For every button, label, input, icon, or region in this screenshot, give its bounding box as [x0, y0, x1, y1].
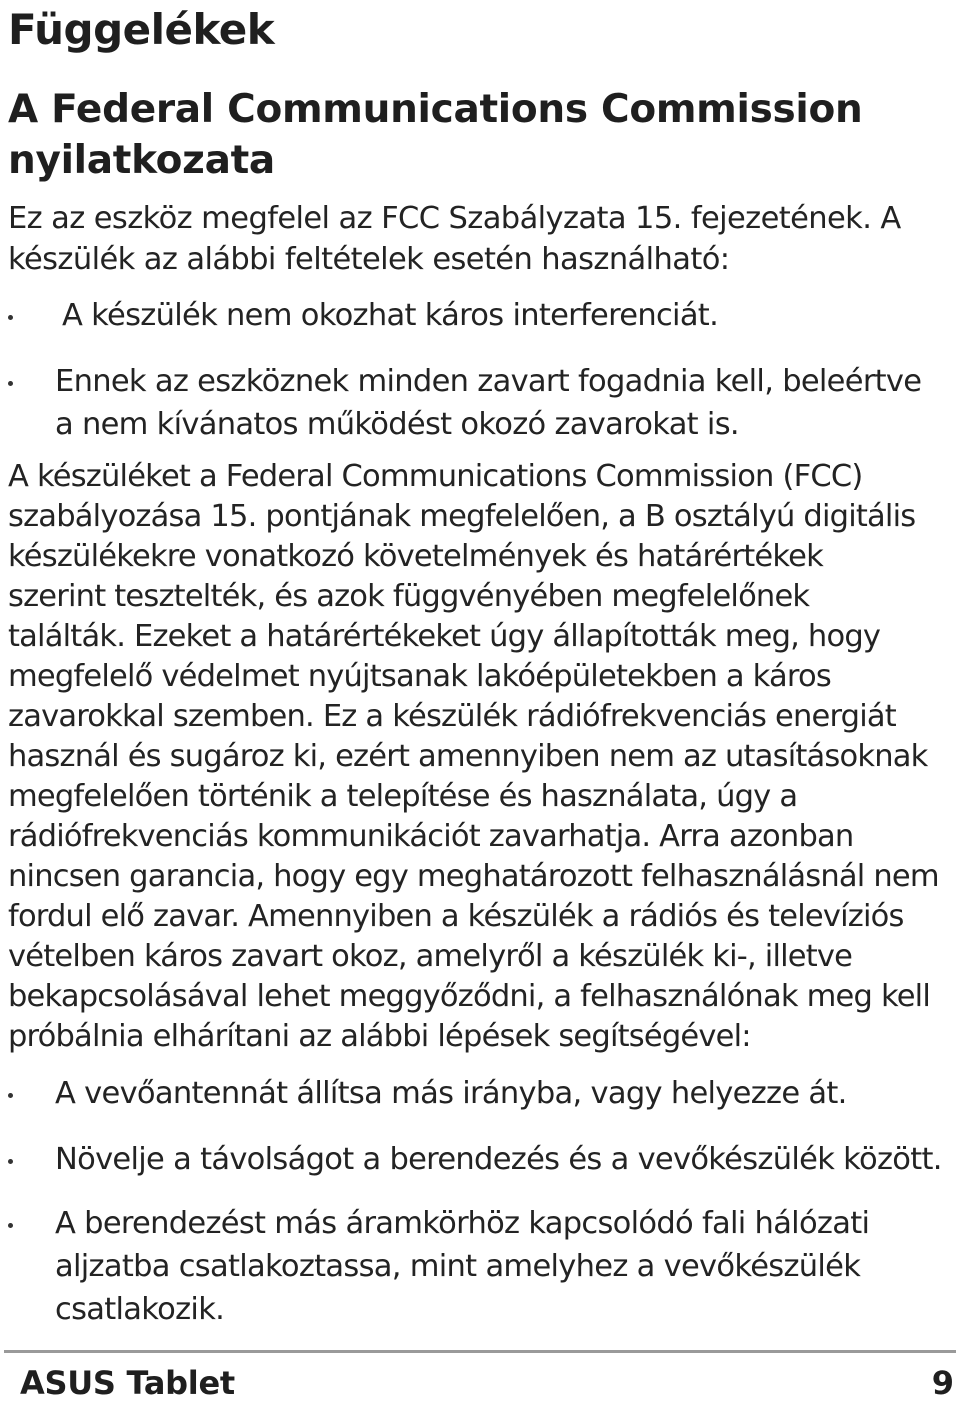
step-line: csatlakozik.: [55, 1292, 225, 1327]
body-line: bekapcsolásával lehet meggyőződni, a felhasználónak meg kell: [8, 979, 931, 1014]
body-line: nincsen garancia, hogy egy meghatározott felhasználásnál nem: [8, 859, 939, 894]
body-line: szabályozása 15. pontjának megfelelően, a B osztályú digitális: [8, 499, 916, 534]
condition-line: Ennek az eszköznek minden zavart fogadnia kell, beleértve: [55, 364, 922, 399]
condition-text: [62, 294, 718, 337]
section-heading: [8, 84, 862, 186]
step-text: [55, 1202, 869, 1331]
body-line: fordul elő zavar. Amennyiben a készülék a rádiós és televíziós: [8, 899, 904, 934]
intro-line: készülék az alábbi feltételek esetén használható:: [8, 242, 730, 277]
bullet-icon: [8, 1093, 13, 1098]
body-line: rádiófrekvenciás kommunikációt zavarhatja. Arra azonban: [8, 819, 854, 854]
page-title: Függelékek: [8, 5, 275, 54]
body-line: próbálnia elhárítani az alábbi lépések segítségével:: [8, 1019, 751, 1054]
bullet-icon: [8, 1223, 13, 1228]
step-text: [55, 1072, 847, 1115]
bullet-icon: [8, 381, 13, 386]
bullet-icon: [8, 315, 13, 320]
section-heading-line: A Federal Communications Commission: [8, 87, 863, 132]
step-text: [55, 1138, 942, 1181]
condition-text: [55, 360, 921, 446]
section-heading-line: nyilatkozata: [8, 138, 275, 183]
footer-divider: [4, 1350, 956, 1353]
step-line: aljzatba csatlakoztassa, mint amelyhez a vevőkészülék: [55, 1249, 861, 1284]
intro-line: Ez az eszköz megfelel az FCC Szabályzata 15. fejezetének. A: [8, 201, 901, 236]
bullet-icon: [8, 1159, 13, 1164]
body-line: szerint tesztelték, és azok függvényében megfelelőnek: [8, 579, 810, 614]
body-line: vételben káros zavart okoz, amelyről a készülék ki-, illetve: [8, 939, 853, 974]
step-line: A berendezést más áramkörhöz kapcsolódó fali hálózati: [55, 1206, 870, 1241]
intro-paragraph: [8, 198, 901, 280]
page-number: 9: [931, 1364, 954, 1402]
body-line: készülékekre vonatkozó követelmények és határértékek: [8, 539, 823, 574]
body-line: használ és sugároz ki, ezért amennyiben nem az utasításoknak: [8, 739, 928, 774]
body-line: megfelelő védelmet nyújtsanak lakóépületekben a káros: [8, 659, 831, 694]
body-line: zavarokkal szemben. Ez a készülék rádiófrekvenciás energiát: [8, 699, 896, 734]
footer-product-name: ASUS Tablet: [20, 1364, 235, 1402]
step-line: A vevőantennát állítsa más irányba, vagy helyezze át.: [55, 1076, 847, 1111]
body-line: megfelelően történik a telepítése és használata, úgy a: [8, 779, 798, 814]
condition-line: A készülék nem okozhat káros interferenciát.: [62, 298, 719, 333]
condition-line: a nem kívánatos működést okozó zavarokat is.: [55, 407, 739, 442]
body-paragraph: [8, 457, 939, 1057]
body-line: találták. Ezeket a határértékeket úgy állapították meg, hogy: [8, 619, 881, 654]
step-line: Növelje a távolságot a berendezés és a vevőkészülék között.: [55, 1142, 942, 1177]
body-line: A készüléket a Federal Communications Commission (FCC): [8, 459, 863, 494]
